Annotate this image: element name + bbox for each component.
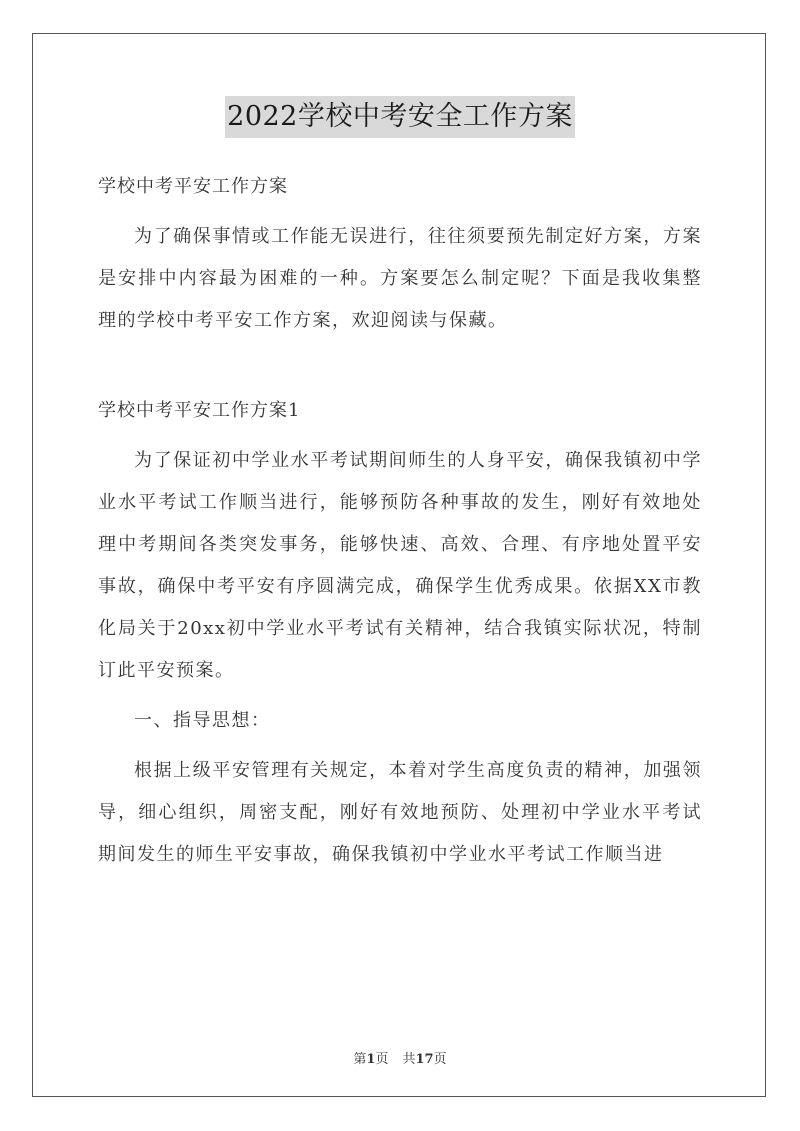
section-subheading: 一、指导思想： <box>134 710 271 731</box>
section-heading: 学校中考平安工作方案 <box>98 176 288 197</box>
body-paragraph: 根据上级平安管理有关规定，本着对学生高度负责的精神，加强领导，细心组织，周密支配，刚好有效地预防、处理初中学业水平考试期间发生的师生平安事故，确保我镇初中学业水平考试工作顺当进 <box>98 760 702 865</box>
page-prefix: 第 <box>353 1052 367 1067</box>
page-unit: 页 <box>375 1052 389 1067</box>
document-body <box>98 166 702 876</box>
body-paragraph: 为了保证初中学业水平考试期间师生的人身平安，确保我镇初中学业水平考试工作顺当进行，能够预防各种事故的发生，刚好有效地处理中考期间各类突发事务，能够快速、高效、合理、有序地处置平安事故，确保中考平安有序圆满完成，确保学生优秀成果。依据XX市教化局关于20xx初中学业水平考试有关精神，结合我镇实际状况，特制订此平安预案。 <box>98 450 702 681</box>
total-prefix: 共 <box>402 1052 416 1067</box>
title-container <box>0 96 800 138</box>
page-footer <box>0 1048 800 1067</box>
page-current: 1 <box>366 1052 376 1067</box>
document-title: 2022学校中考安全工作方案 <box>225 96 575 138</box>
intro-paragraph: 为了确保事情或工作能无误进行，往往须要预先制定好方案，方案是安排中内容最为困难的一种。方案要怎么制定呢？下面是我收集整理的学校中考平安工作方案，欢迎阅读与保藏。 <box>98 226 702 331</box>
total-unit: 页 <box>433 1052 447 1067</box>
page-total: 17 <box>415 1052 434 1067</box>
plan-heading: 学校中考平安工作方案1 <box>98 400 301 421</box>
